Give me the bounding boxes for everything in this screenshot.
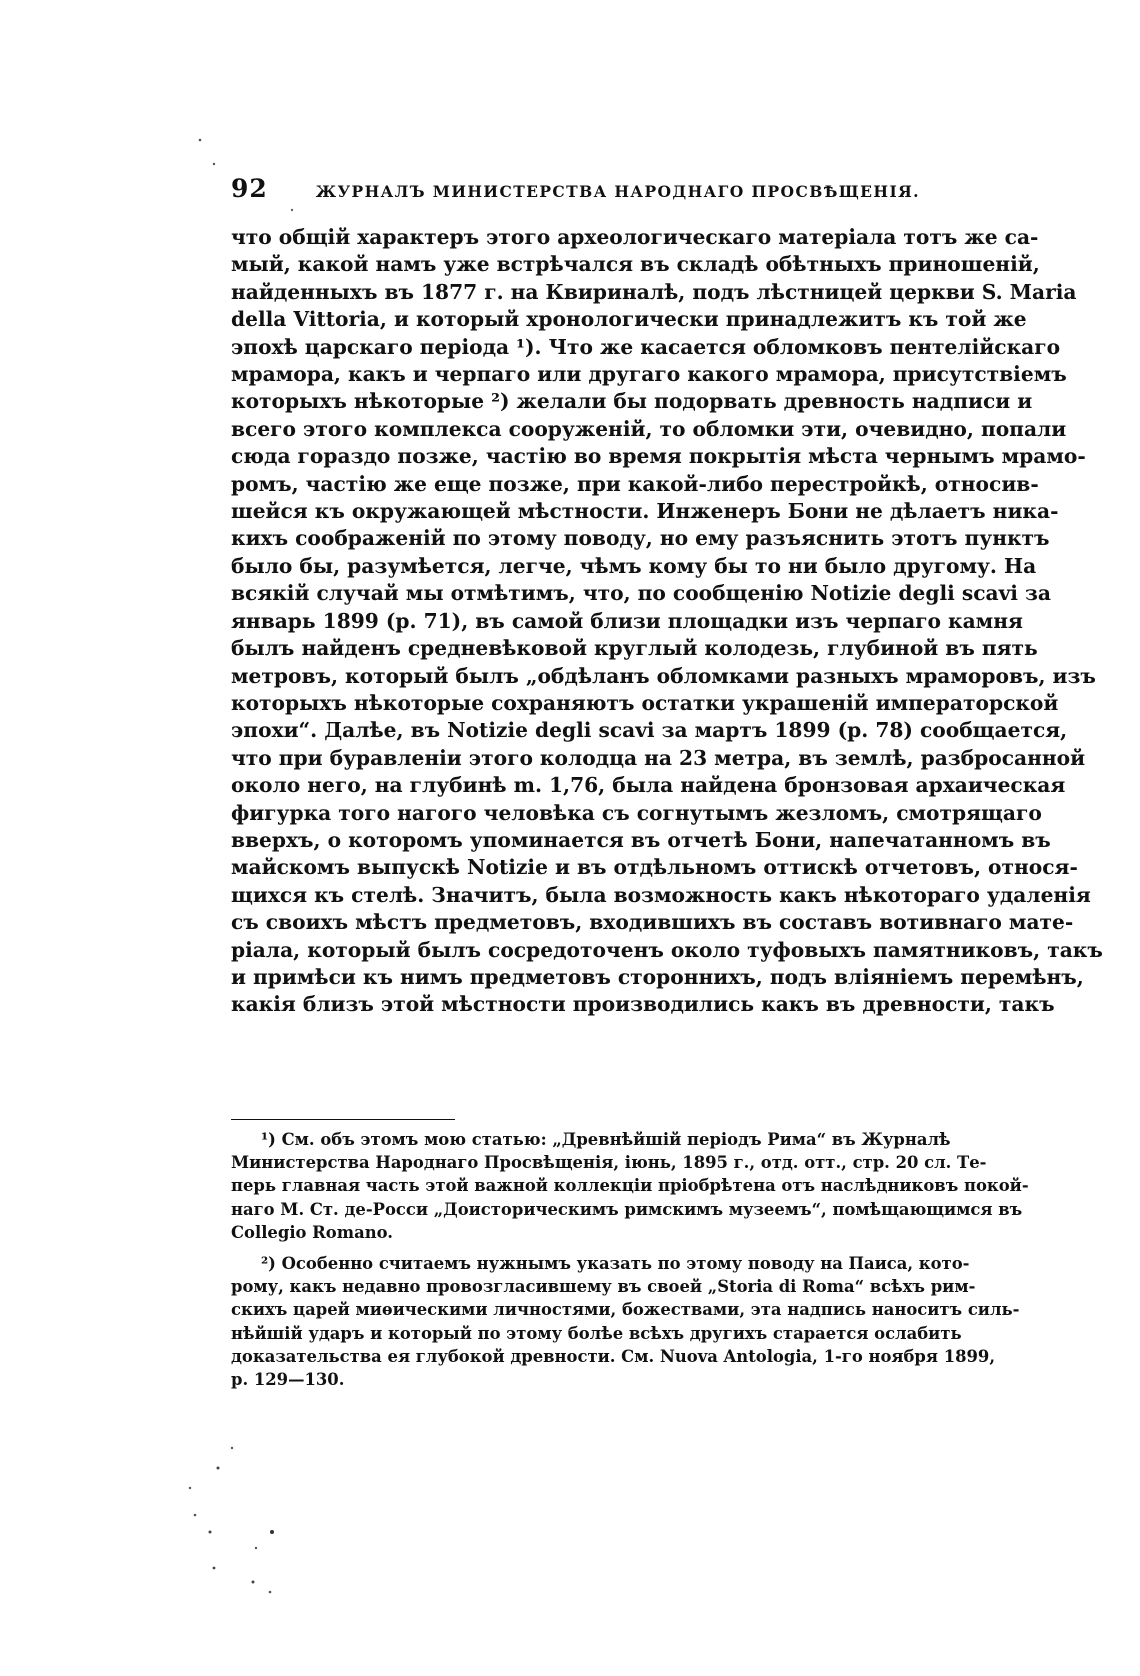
text-line: эпохи“. Далѣе, въ Notizie degli scavi за мартъ 1899 (p. 78) сообщается, [231, 718, 1068, 743]
text-line: было бы, разумѣется, легче, чѣмъ кому бы то ни было другому. На [231, 553, 1037, 578]
footnote-line: ¹) См. объ этомъ мою статью: „Древнѣйшій періодъ Рима“ въ Журналѣ [261, 1130, 951, 1149]
text-line: мый, какой намъ уже встрѣчался въ складѣ обѣтныхъ приношеній, [231, 252, 1040, 277]
footnote-line: Министерства Народнаго Просвѣщенія, іюнь, 1895 г., отд. отт., стр. 20 сл. Те- [231, 1153, 987, 1173]
footnote-line: скихъ царей миѳическими личностями, божествами, эта надпись наноситъ силь- [231, 1300, 1020, 1320]
text-line: найденныхъ въ 1877 г. на Квириналѣ, подъ лѣстницей церкви S. Maria [231, 279, 1077, 304]
text-line: вверхъ, о которомъ упоминается въ отчетѣ Бони, напечатанномъ въ [231, 827, 1051, 852]
main-text [231, 224, 1103, 1019]
text-line: и примѣси къ нимъ предметовъ стороннихъ, подъ вліяніемъ перемѣнъ, [231, 964, 1084, 989]
text-line: della Vittoria, и который хронологически принадлежитъ къ той же [231, 307, 1027, 332]
text-line: ромъ, частію же еще позже, при какой-либо перестройкѣ, относив- [231, 471, 1039, 496]
running-title: ЖУРНАЛЪ МИНИСТЕРСТВА НАРОДНАГО ПРОСВѢЩЕНІЯ. [315, 182, 920, 201]
text-line: около него, на глубинѣ m. 1,76, была найдена бронзовая архаическая [231, 773, 1066, 798]
text-line: сюда гораздо позже, частію во время покрытія мѣста чернымъ мрамо- [231, 444, 1086, 469]
footnote-line: p. 129—130. [231, 1370, 345, 1390]
text-line: эпохѣ царскаго періода ¹). Что же касается обломковъ пентелійскаго [231, 334, 1061, 359]
text-line: всего этого комплекса сооруженій, то обломки эти, очевидно, попали [231, 416, 1067, 441]
footnote-line: ²) Особенно считаемъ нужнымъ указать по этому поводу на Паиса, кото- [261, 1254, 970, 1274]
text-line: что общій характеръ этого археологическаго матеріала тотъ же са- [231, 225, 1039, 249]
footnote-line: рому, какъ недавно провозгласившему въ своей „Storia di Roma“ всѣхъ рим- [231, 1277, 976, 1297]
footnote-2 [231, 1252, 1020, 1391]
text-line: что при буравленіи этого колодца на 23 метра, въ землѣ, разбросанной [231, 745, 1086, 770]
footnote-line: наго М. Ст. де-Росси „Доисторическимъ римскимъ музеемъ“, помѣщающимся въ [231, 1199, 1023, 1219]
footnote-1 [231, 1128, 1029, 1244]
text-line: всякій случай мы отмѣтимъ, что, по сообщенію Notizie degli scavi за [231, 581, 1051, 606]
footnote-line: Collegio Romano. [231, 1222, 393, 1242]
text-line: январь 1899 (p. 71), въ самой близи площадки изъ черпаго камня [231, 608, 1023, 633]
page-number: 92 [231, 174, 268, 203]
text-line: шейся къ окружающей мѣстности. Инженеръ Бони не дѣлаетъ никa- [231, 499, 1059, 524]
page-header [231, 174, 946, 203]
text-line: щихся къ стелѣ. Значитъ, была возможность какъ нѣкотораго удаленія [231, 882, 1091, 907]
footnote-divider [231, 1119, 455, 1120]
text-line: съ своихъ мѣстъ предметовъ, входившихъ въ составъ вотивнаго мате- [231, 910, 1074, 935]
text-line: ріала, который былъ сосредоточенъ около туфовыхъ памятниковъ, такъ [231, 937, 1103, 962]
text-line: которыхъ нѣкоторые ²) желали бы подорвать древность надписи и [231, 389, 1033, 414]
text-line: которыхъ нѣкоторые сохраняютъ остатки украшеній императорской [231, 690, 1059, 715]
text-line: былъ найденъ средневѣковой круглый колодезь, глубиной въ пять [231, 636, 1038, 661]
footnote-line: доказательства ея глубокой древности. См. Nuova Antologia, 1-го ноября 1899, [231, 1346, 996, 1366]
footnote-line: нѣйшій ударъ и который по этому болѣе всѣхъ другихъ старается ослабить [231, 1323, 962, 1343]
text-line: какія близъ этой мѣстности производились какъ въ древности, такъ [231, 992, 1055, 1017]
text-line: фигурка того нагого человѣка съ согнутымъ жезломъ, смотрящаго [231, 800, 1042, 825]
footnotes [231, 1128, 1029, 1391]
footnote-line: перь главная часть этой важной коллекціи пріобрѣтена отъ наслѣдниковъ покой- [231, 1176, 1029, 1196]
text-line: кихъ соображеній по этому поводу, но ему разъяснить этотъ пунктъ [231, 526, 1050, 551]
text-line: мрамора, какъ и черпаго или другаго какого мрамора, присутствіемъ [231, 362, 1067, 387]
text-line: майскомъ выпускѣ Notizie и въ отдѣльномъ оттискѣ отчетовъ, относя- [231, 855, 1078, 880]
text-line: метровъ, который былъ „обдѣланъ обломками разныхъ мраморовъ, изъ [231, 663, 1096, 688]
